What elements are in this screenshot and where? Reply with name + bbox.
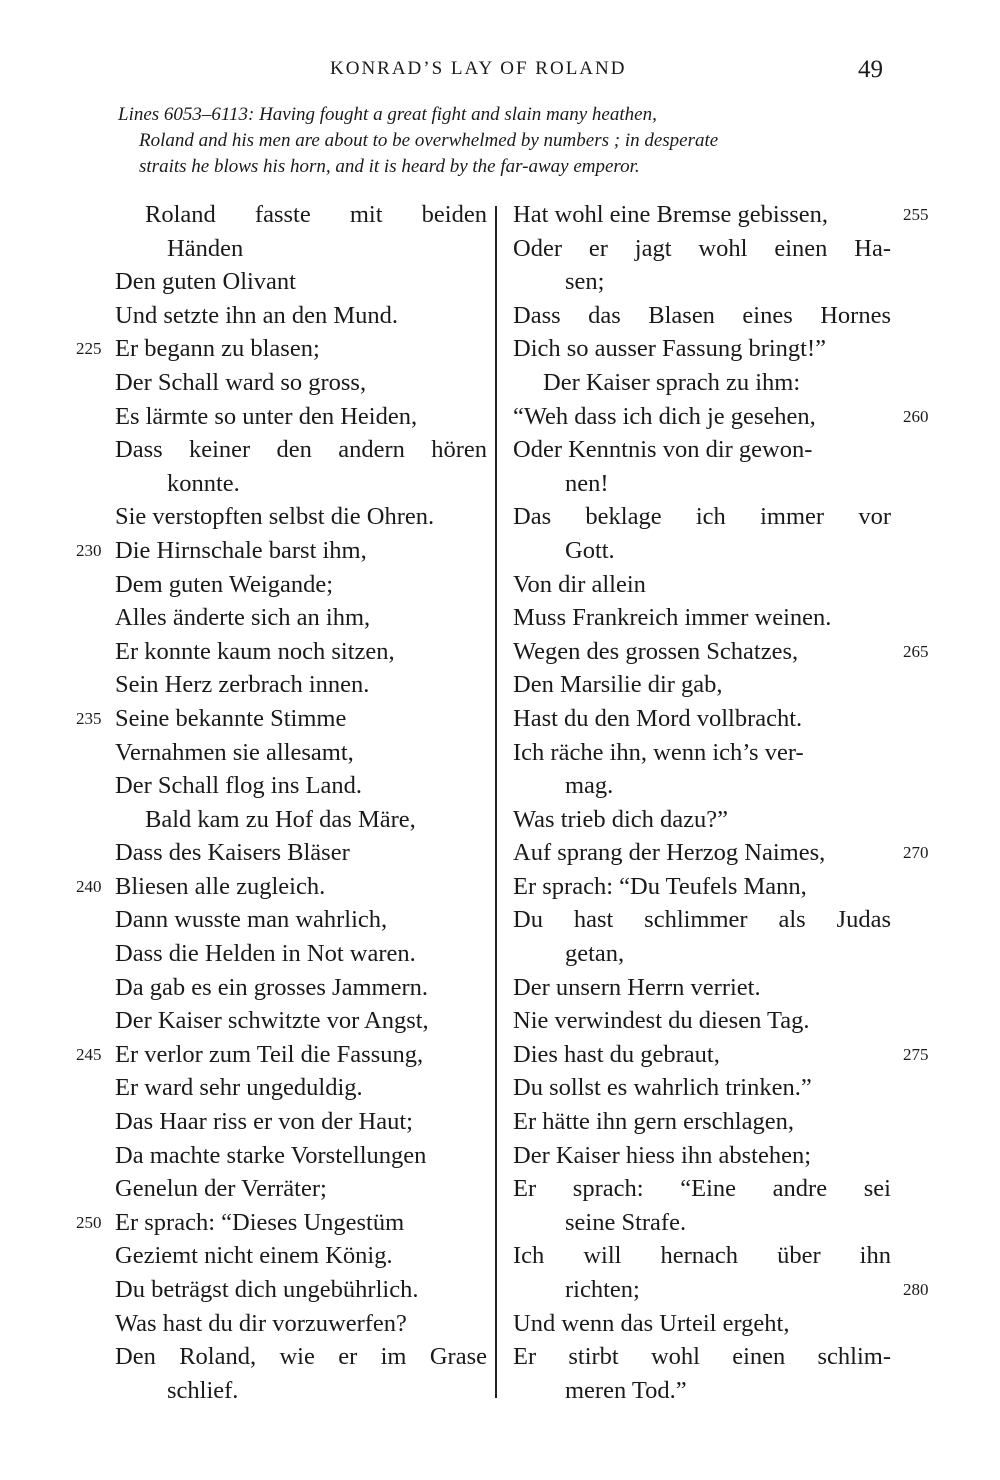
- verse-line: Der Schall flog ins Land.: [115, 772, 362, 800]
- page-number: 49: [858, 56, 883, 83]
- verse-line: Alles änderte sich an ihm,: [115, 604, 371, 632]
- verse-line: Er verlor zum Teil die Fassung,: [115, 1040, 424, 1068]
- verse-line: Er hätte ihn gern erschlagen,: [513, 1108, 794, 1136]
- verse-line: seine Strafe.: [565, 1208, 687, 1236]
- verse-line: Es lärmte so unter den Heiden,: [115, 402, 418, 430]
- verse-line: Und setzte ihn an den Mund.: [115, 301, 399, 329]
- left-column: [115, 198, 487, 1407]
- verse-line: Das beklage ich immer vor: [513, 503, 891, 531]
- verse-line: Dann wusste man wahrlich,: [115, 906, 388, 934]
- verse-line: richten;: [565, 1276, 640, 1303]
- verse-line: Die Hirnschale barst ihm,: [115, 536, 367, 564]
- verse-line: sen;: [565, 268, 605, 296]
- verse-line: Seine bekannte Stimme: [115, 704, 347, 732]
- line-number: 260: [903, 406, 929, 426]
- verse-line: Ich räche ihn, wenn ich’s ver-: [513, 738, 804, 766]
- verse-line: Er sprach: “Du Teufels Mann,: [513, 872, 807, 900]
- verse-line: Er stirbt wohl einen schlim-: [513, 1343, 891, 1371]
- verse-line: Dass des Kaisers Bläser: [115, 839, 350, 867]
- verse-line: Dies hast du gebraut,: [513, 1040, 720, 1068]
- line-number: 270: [903, 843, 929, 863]
- verse-line: Und wenn das Urteil ergeht,: [513, 1309, 790, 1337]
- verse-line: Was trieb dich dazu?”: [513, 805, 729, 833]
- verse-line: Da gab es ein grosses Jammern.: [115, 973, 428, 1001]
- verse-line: schlief.: [167, 1376, 239, 1404]
- verse-line: Wegen des grossen Schatzes,: [513, 637, 799, 665]
- verse-line: Bald kam zu Hof das Märe,: [145, 805, 416, 833]
- verse-line: Geziemt nicht einem König.: [115, 1242, 393, 1270]
- verse-line: Oder er jagt wohl einen Ha-: [513, 234, 891, 262]
- column-divider: [495, 206, 497, 1398]
- summary: [118, 102, 898, 180]
- verse-line: konnte.: [167, 469, 240, 497]
- verse-line: Der Schall ward so gross,: [115, 368, 367, 396]
- right-column: [513, 198, 891, 1407]
- summary-line: straits he blows his horn, and it is heard by the far-away emperor.: [139, 156, 640, 177]
- verse-line: Roland fasste mit beiden: [145, 201, 487, 228]
- verse-line: Ich will hernach über ihn: [513, 1242, 891, 1270]
- line-number: 230: [76, 541, 102, 560]
- verse-line: mag.: [565, 772, 614, 800]
- line-number: 265: [903, 641, 929, 661]
- running-head: KONRAD’S LAY OF ROLAND: [330, 58, 627, 79]
- verse-line: Oder Kenntnis von dir gewon-: [513, 436, 813, 464]
- verse-line: Er sprach: “Eine andre sei: [513, 1175, 891, 1203]
- line-number: 275: [903, 1045, 929, 1064]
- verse-line: Sie verstopften selbst die Ohren.: [115, 503, 435, 531]
- verse-line: Hat wohl eine Bremse gebissen,: [513, 201, 829, 228]
- verse-line: Den Marsilie dir gab,: [513, 671, 723, 699]
- summary-line: Roland and his men are about to be overwhelmed by numbers ; in desperate: [139, 130, 719, 151]
- line-number: 240: [76, 877, 102, 896]
- verse-line: Auf sprang der Herzog Naimes,: [513, 839, 826, 867]
- verse-line: Das Haar riss er von der Haut;: [115, 1108, 413, 1136]
- verse-line: Gott.: [565, 536, 615, 564]
- verse-line: Nie verwindest du diesen Tag.: [513, 1007, 810, 1035]
- verse-line: Genelun der Verräter;: [115, 1175, 327, 1203]
- verse-line: Du sollst es wahrlich trinken.”: [513, 1074, 812, 1102]
- verse-line: Der Kaiser hiess ihn abstehen;: [513, 1141, 811, 1169]
- line-number: 280: [903, 1280, 929, 1300]
- verse-line: Von dir allein: [513, 570, 646, 598]
- verse-line: Du hast schlimmer als Judas: [513, 906, 891, 934]
- line-number: 255: [903, 205, 929, 224]
- verse-line: Er sprach: “Dieses Ungestüm: [115, 1208, 405, 1236]
- verse-line: Was hast du dir vorzuwerfen?: [115, 1309, 407, 1337]
- verse-line: Dem guten Weigande;: [115, 570, 334, 598]
- verse-line: nen!: [565, 469, 609, 497]
- verse-line: Da machte starke Vorstellungen: [115, 1141, 427, 1169]
- verse-line: Er konnte kaum noch sitzen,: [115, 637, 395, 665]
- verse-line: meren Tod.”: [565, 1376, 687, 1404]
- verse-line: Der Kaiser sprach zu ihm:: [543, 368, 801, 396]
- verse-line: Du beträgst dich ungebührlich.: [115, 1276, 419, 1303]
- verse-line: Der Kaiser schwitzte vor Angst,: [115, 1007, 429, 1035]
- verse-line: getan,: [565, 940, 625, 968]
- verse-line: Dass das Blasen eines Hornes: [513, 301, 891, 329]
- verse-line: Den guten Olivant: [115, 268, 296, 296]
- verse-line: Er begann zu blasen;: [115, 335, 320, 363]
- line-number: 235: [76, 709, 102, 728]
- verse-line: Bliesen alle zugleich.: [115, 872, 326, 900]
- verse-line: Dass die Helden in Not waren.: [115, 940, 416, 968]
- summary-line: Lines 6053–6113: Having fought a great fight and slain many heathen,: [118, 104, 657, 125]
- verse-line: Der unsern Herrn verriet.: [513, 973, 761, 1001]
- verse-line: “Weh dass ich dich je gesehen,: [513, 402, 816, 430]
- line-number: 245: [76, 1045, 102, 1064]
- verse-line: Vernahmen sie allesamt,: [115, 738, 354, 766]
- verse-line: Er ward sehr ungeduldig.: [115, 1074, 363, 1102]
- verse-line: Händen: [167, 234, 244, 262]
- verse-line: Sein Herz zerbrach innen.: [115, 671, 370, 699]
- line-number: 225: [76, 339, 102, 359]
- verse-line: Dich so ausser Fassung bringt!”: [513, 335, 827, 363]
- line-number: 250: [76, 1213, 102, 1232]
- verse-line: Muss Frankreich immer weinen.: [513, 604, 832, 632]
- verse-line: Dass keiner den andern hören: [115, 436, 487, 464]
- verse-line: Den Roland, wie er im Grase: [115, 1343, 487, 1371]
- verse-line: Hast du den Mord vollbracht.: [513, 704, 803, 732]
